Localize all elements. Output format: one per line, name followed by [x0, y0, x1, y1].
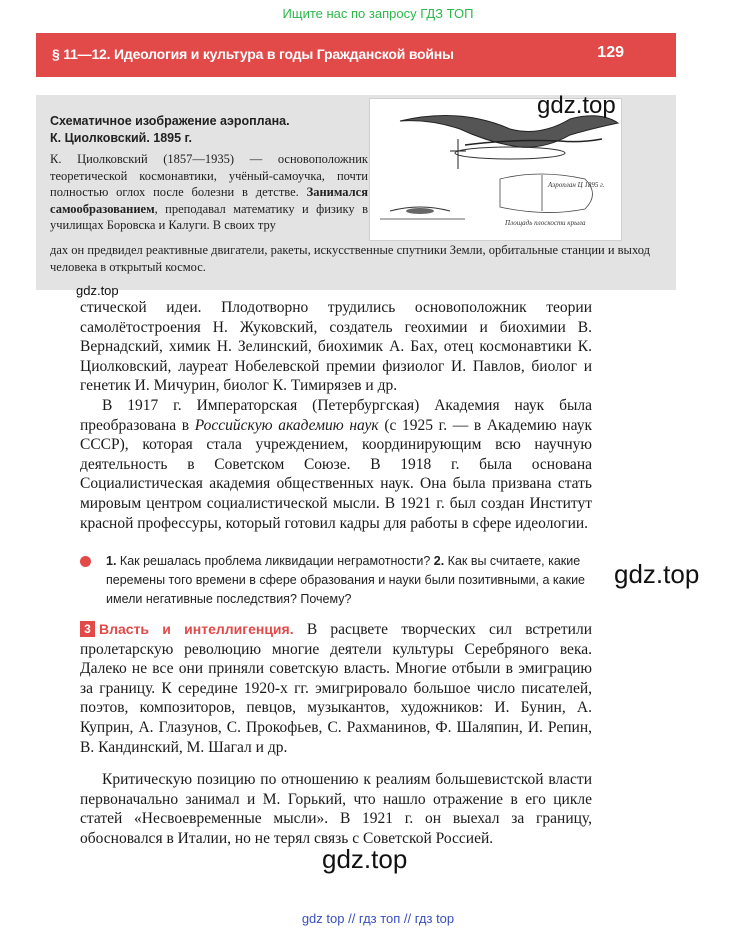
caption-bold-text: Занимался самообразованием: [50, 185, 368, 216]
watermark-gdz-top-4: gdz.top: [322, 844, 408, 874]
paragraph2-text-a: В 1917 г. Императорская (Петербургская) Академия наук была преобразована в: [80, 397, 592, 434]
watermark-gdz-top-1: gdz.top: [537, 92, 616, 119]
section-heading: Власть и интеллигенция.: [99, 621, 294, 637]
caption-text-rest: дах он предвидел реактивные двигатели, ракеты, искусственные спутники Земли, орбитальные станции и выход человека в открытый космос.: [50, 243, 650, 274]
airplane-sketch-drawing: [370, 99, 623, 242]
caption-title-line2: К. Циолковский. 1895 г.: [50, 131, 192, 145]
chapter-title: § 11—12. Идеология и культура в годы Гражданской войны: [52, 46, 454, 62]
search-hint-link[interactable]: Ищите нас по запросу ГДЗ ТОП: [282, 6, 474, 21]
chapter-header: [36, 33, 676, 77]
question-number-1: 1.: [106, 554, 117, 568]
sketch-label-1: Аэроплан Ц 1895 г.: [548, 181, 605, 189]
paragraph2-text-b: (с 1925 г. — в Академию наук СССР), которая стала учреждением, координирующим всю научную деятельность в Советском Союзе. В 1918 г. была основана Социалистическая академия общественных наук. Она была призвана стать мировым центром социалистической мысли. В 1921 г. был создан Институт красной профессуры, который готовил кадры для работы в сфере идеологии.: [80, 416, 592, 532]
sketch-label-2: Площадь плоскости крыла: [505, 219, 586, 227]
footer-links[interactable]: gdz top // гдз топ // гдз top: [301, 911, 455, 926]
question-number-2: 2.: [433, 554, 445, 568]
section-number-badge: 3: [80, 621, 95, 637]
section-text: В расцвете творческих сил встретили пролетарскую революцию многие деятели культуры Серебряного века. Далеко не все они приняли советскую власть. Многие отбыли в эмиграцию за границу. К середине 1920-х гг. эмигрировало большое число писателей, поэтов, композиторов, певцов, музыкантов, художников: И. Бунин, А. Куприн, А. Глазунов, С. Прокофьев, С. Рахманинов, Ф. Шаляпин, И. Репин, В. Кандинский, М. Шагал и др.: [80, 621, 592, 756]
paragraph-scientists: стической идеи. Плодотворно трудились основоположник теории самолётостроения Н. Жуковский, создатель геохимии и биохимии В. Вернадский, химик Н. Зелинский, биохимик А. Бах, отец космонавтики К. Циолковский, лауреат Нобелевской премии физиолог И. Павлов, биолог и генетик И. Мичурин, биолог К. Тимирязев и др.: [80, 299, 592, 395]
section-power-intelligentsia: [80, 620, 592, 757]
watermark-gdz-top-3: gdz.top: [614, 559, 700, 589]
caption-title-line1: Схематичное изображение аэроплана.: [50, 114, 290, 128]
caption-text-a: К. Циолковский (1857—1935) — основоположник теоретической космонавтики, учёный-самоучка, почти полностью оглох после болезни в детстве.: [50, 152, 368, 199]
figure-caption-title: [50, 113, 290, 147]
paragraph-gorky: Критическую позицию по отношению к реалиям большевистской власти первоначально занимал и М. Горький, что нашло отражение в его цикле статей «Несвоевременные мысли». В 1921 г. он выехал за границу, обосновался в Италии, но не терял связь с Советской Россией.: [80, 771, 592, 847]
question-text-1: Как решалась проблема ликвидации неграмотности?: [116, 554, 434, 568]
question-text-2: Как вы считаете, какие перемены того времени в сфере образования и науки были позитивными, а какие имели негативные последствия? Почему?: [106, 554, 586, 606]
watermark-gdz-top-2: gdz.top: [76, 283, 119, 298]
paragraph2-italic: Российскую академию наук: [194, 416, 379, 434]
caption-text-b: , преподавал математику и физику в училищах Боровска и Калуги. В своих тру: [50, 201, 368, 232]
paragraph-academy: [80, 396, 592, 533]
caption-biography: [50, 151, 368, 234]
page-number: 129: [597, 44, 624, 61]
review-questions: [80, 552, 592, 609]
